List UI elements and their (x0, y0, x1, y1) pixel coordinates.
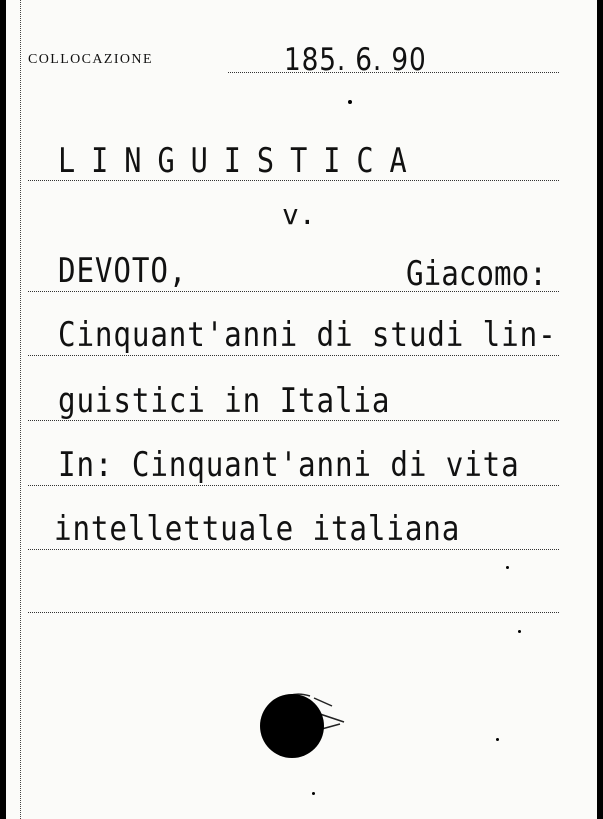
ink-speck (312, 792, 315, 795)
catalog-card (6, 0, 597, 819)
ruled-line (28, 549, 559, 550)
ruled-line (28, 420, 559, 421)
ink-speck (518, 630, 521, 633)
ruled-line (28, 485, 559, 486)
ink-speck (348, 100, 352, 104)
ink-speck (496, 738, 499, 741)
margin-rule (20, 0, 22, 819)
ruled-line (28, 180, 559, 181)
author-surname: DEVOTO, (58, 251, 188, 291)
author-given-name: Giacomo: (406, 254, 547, 294)
shelfmark-number: 185. 6. 90 (284, 42, 427, 78)
ink-speck (506, 566, 509, 569)
title-line-2: guistici in Italia (58, 381, 391, 421)
source-line-1: In: Cinquant'anni di vita (58, 445, 520, 485)
title-line-1: Cinquant'anni di studi lin- (58, 315, 557, 355)
source-line-2: intellettuale italiana (54, 509, 461, 549)
punch-hole (260, 694, 324, 758)
ruled-line (28, 291, 559, 292)
ruled-line (28, 612, 559, 613)
see-reference: v. (282, 198, 316, 231)
subject-heading: LINGUISTICA (58, 141, 423, 181)
ruled-line (28, 355, 559, 356)
shelfmark-rule (228, 72, 559, 73)
collocazione-label: COLLOCAZIONE (28, 52, 153, 67)
